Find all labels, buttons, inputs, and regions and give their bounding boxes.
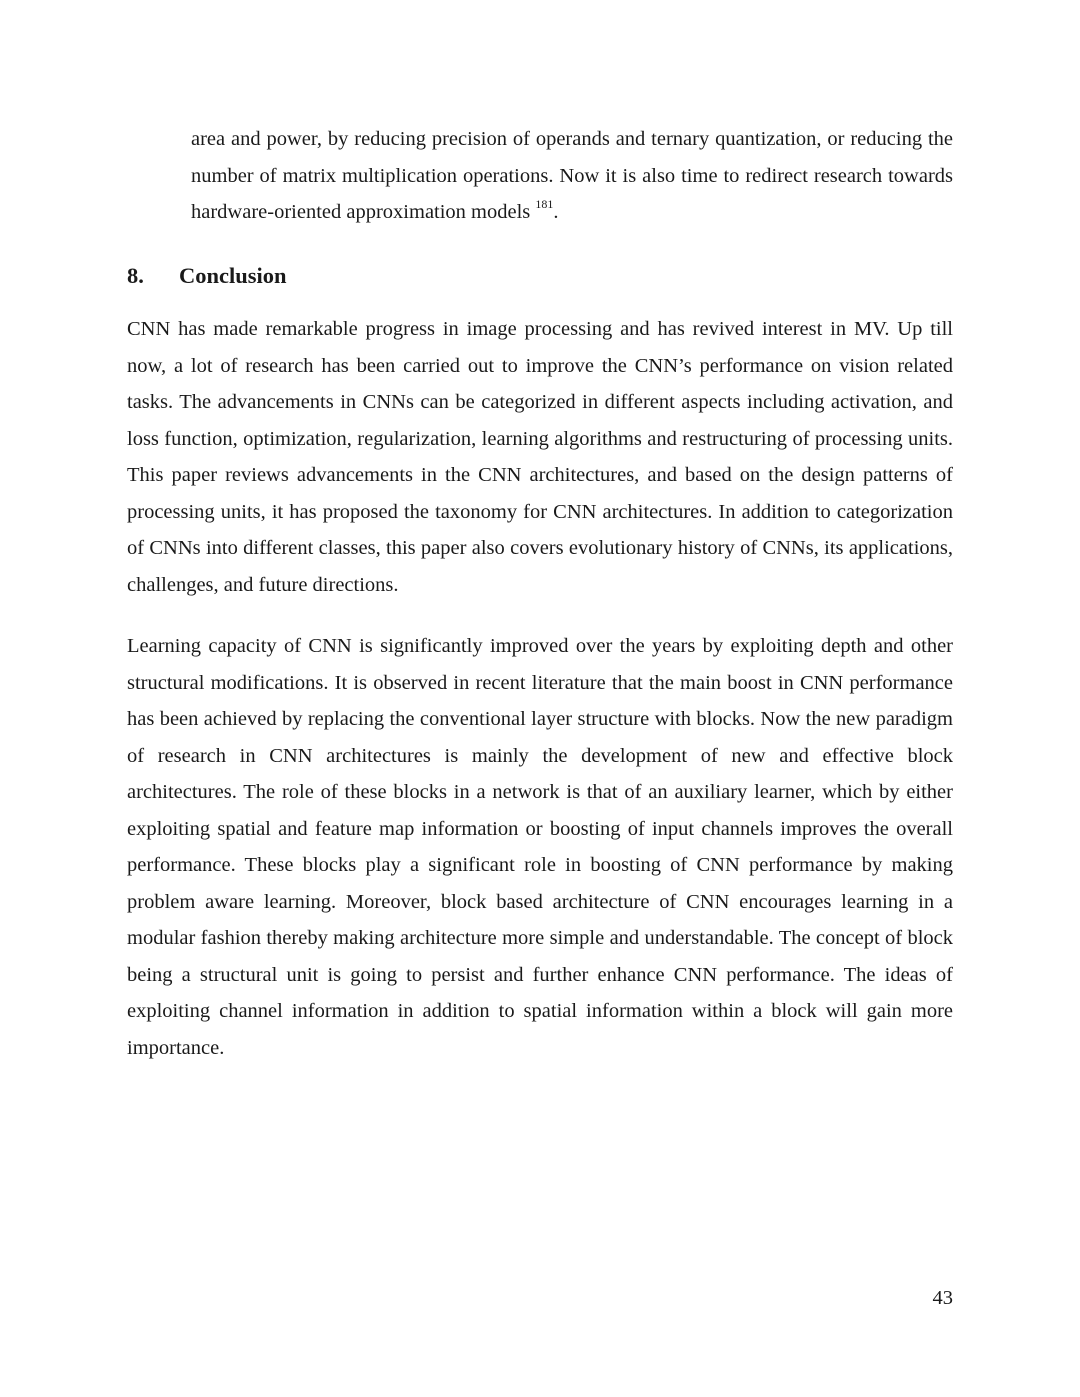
intro-paragraph bbox=[191, 121, 953, 231]
page-number: 43 bbox=[932, 1287, 953, 1309]
conclusion-paragraph-2: Learning capacity of CNN is significantly improved over the years by exploiting depth and other structural modifications. It is observed in recent literature that the main boost in CNN performance has been achieved by replacing the conventional layer structure with blocks. Now the new paradigm of research in CNN architectures is mainly the development of new and effective block architectures. The role of these blocks in a network is that of an auxiliary learner, which by either exploiting spatial and feature map information or boosting of input channels improves the overall performance. These blocks play a significant role in boosting of CNN performance by making problem aware learning. Moreover, block based architecture of CNN encourages learning in a modular fashion thereby making architecture more simple and understandable. The concept of block being a structural unit is going to persist and further enhance CNN performance. The ideas of exploiting channel information in addition to spatial information within a block will gain more importance. bbox=[127, 635, 953, 1059]
intro-end-punctuation: . bbox=[553, 201, 559, 223]
conclusion-paragraph-1: CNN has made remarkable progress in image processing and has revived interest in MV. Up till now, a lot of research has been carried out to improve the CNN’s performance on vision related tasks. The advancements in CNNs can be categorized in different aspects including activation, and loss function, optimization, regularization, learning algorithms and restructuring of processing units. This paper reviews advancements in the CNN architectures, and based on the design patterns of processing units, it has proposed the taxonomy for CNN architectures. In addition to categorization of CNNs into different classes, this paper also covers evolutionary history of CNNs, its applications, challenges, and future directions. bbox=[127, 318, 953, 596]
citation-superscript[interactable]: 181 bbox=[535, 197, 554, 212]
intro-text: area and power, by reducing precision of operands and ternary quantization, or reducing the number of matrix multiplication operations. Now it is also time to redirect research towards hardware-oriented approximation models bbox=[191, 128, 953, 223]
section-number: 8. bbox=[127, 263, 144, 288]
section-title: Conclusion bbox=[179, 263, 287, 288]
section-heading bbox=[127, 258, 287, 294]
